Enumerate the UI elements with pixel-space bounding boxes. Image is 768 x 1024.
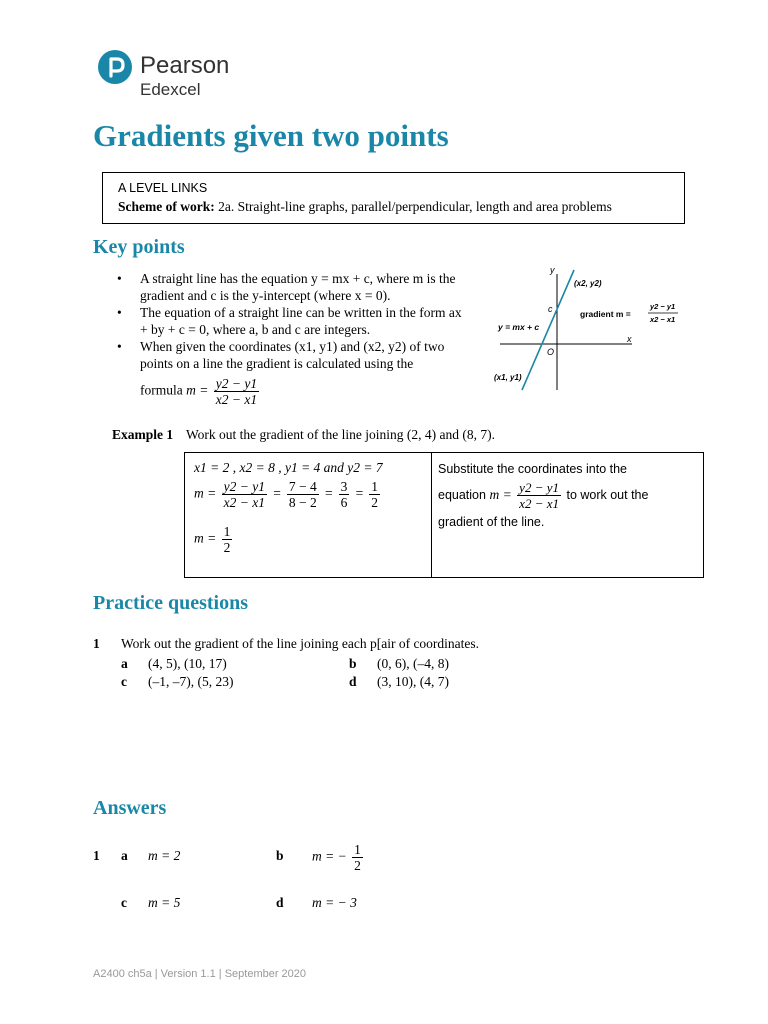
- example-divider: [431, 452, 432, 578]
- calc-frac-1: [222, 479, 267, 510]
- example-explanation: [438, 460, 698, 531]
- practice-part-b-letter: [349, 656, 357, 672]
- key-point-3-text: When given the coordinates (x1, y1) and (x2, y2) of two points on a line the gradient is calculated using the: [140, 339, 445, 371]
- formula-denominator: x2 − x1: [215, 392, 258, 407]
- graph-gradient-denominator: x2 − x1: [650, 315, 676, 324]
- practice-c-letter: c: [121, 674, 127, 689]
- practice-a-letter: a: [121, 656, 128, 671]
- answer-b-fraction: [352, 842, 363, 873]
- practice-heading: Practice questions: [93, 592, 248, 614]
- answer-b: [312, 842, 365, 873]
- practice-part-c-letter: [121, 674, 127, 690]
- explanation-frac-den: x2 − x1: [519, 496, 559, 511]
- practice-q1-num-text: 1: [93, 636, 100, 651]
- explanation-line-3: gradient of the line.: [438, 515, 545, 529]
- answer-b-letter-text: b: [276, 848, 284, 863]
- practice-d-letter: d: [349, 674, 357, 689]
- explanation-m: m =: [489, 486, 512, 502]
- example-text: Work out the gradient of the line joining (2, 4) and (8, 7).: [186, 427, 495, 442]
- answer-c-letter: [121, 895, 127, 911]
- answers-q1-number: [93, 848, 100, 864]
- calc-frac-3-num: 3: [340, 479, 348, 494]
- graph-intercept: c: [548, 304, 553, 314]
- practice-q1-number: [93, 636, 100, 652]
- page-footer: A2400 ch5a | Version 1.1 | September 2020: [93, 968, 307, 980]
- calc-frac-4: [369, 479, 380, 510]
- example-working: [194, 460, 383, 555]
- practice-part-b: (0, 6), (–4, 8): [377, 656, 449, 671]
- answer-a-letter-text: a: [121, 848, 128, 863]
- calc-frac-3-den: 6: [340, 495, 348, 510]
- calc-eq-2: =: [324, 485, 334, 501]
- calc-eq-3: =: [354, 485, 364, 501]
- straight-line-graph: [492, 262, 692, 392]
- answers-q1-num-text: 1: [93, 848, 100, 863]
- links-heading: A LEVEL LINKS: [118, 181, 208, 195]
- answer-b-den: 2: [354, 858, 361, 873]
- calc-frac-3: [339, 479, 350, 510]
- example-calculation: [194, 479, 383, 510]
- practice-part-a: (4, 5), (10, 17): [148, 656, 227, 671]
- logo-subbrand: Edexcel: [140, 80, 201, 99]
- calc-frac-2: [287, 479, 319, 510]
- gradient-formula: [140, 376, 472, 407]
- calc-frac-4-den: 2: [371, 495, 378, 510]
- practice-part-d-letter: [349, 674, 357, 690]
- graph-line-equation: y = mx + c: [498, 322, 540, 332]
- example-coordinates: x1 = 2 , x2 = 8 , y1 = 4 and y2 = 7: [194, 460, 383, 475]
- logo-brand: Pearson: [140, 52, 230, 79]
- formula-word: formula: [140, 382, 183, 398]
- key-points-heading: Key points: [93, 236, 185, 258]
- calc-frac-4-num: 1: [371, 479, 378, 494]
- formula-numerator: y2 − y1: [215, 376, 258, 391]
- calc-lhs: m =: [194, 485, 217, 501]
- example-label-text: Example 1: [112, 427, 174, 442]
- explanation-line-2: [438, 480, 698, 511]
- formula-lhs: m =: [186, 382, 209, 398]
- answer-fraction: [222, 524, 233, 555]
- key-point-1: • A straight line has the equation y = mx + c, where m is the gradient and c is the y-intercept (where x = 0).: [112, 270, 472, 304]
- explanation-frac-num: y2 − y1: [519, 480, 559, 495]
- graph-gradient-label: gradient m =: [580, 309, 631, 319]
- calc-frac-2-num: 7 − 4: [288, 479, 317, 494]
- answer-a-letter: [121, 848, 128, 864]
- graph-gradient-numerator: y2 − y1: [650, 302, 676, 311]
- example-label: [112, 427, 173, 443]
- scheme-of-work-label: Scheme of work:: [118, 199, 215, 214]
- answer-den: 2: [223, 540, 231, 555]
- graph-origin: O: [547, 347, 555, 357]
- practice-part-a-letter: [121, 656, 128, 672]
- explanation-line-1: Substitute the coordinates into the: [438, 462, 628, 476]
- links-box: [102, 172, 685, 224]
- graph-point-bottom: (x1, y1): [494, 373, 522, 382]
- answer-d-letter-text: d: [276, 895, 284, 910]
- explanation-fraction: [517, 480, 561, 511]
- answer-lhs: m =: [194, 530, 217, 546]
- key-point-2: • The equation of a straight line can be written in the form ax + by + c = 0, where a, b and c are integers.: [112, 304, 472, 338]
- answer-b-num: 1: [354, 842, 361, 857]
- graph-point-top: (x2, y2): [574, 279, 602, 288]
- answer-a: m = 2: [148, 848, 181, 863]
- key-points-list: [112, 270, 472, 407]
- answer-c: m = 5: [148, 895, 181, 910]
- calc-frac-2-den: 8 − 2: [288, 495, 317, 510]
- answer-c-letter-text: c: [121, 895, 127, 910]
- graph-y-label: y: [550, 265, 555, 275]
- scheme-of-work-line: [118, 199, 612, 215]
- formula-fraction: [214, 376, 259, 407]
- calc-frac-1-num: y2 − y1: [223, 479, 265, 494]
- explanation-equation-word: equation: [438, 487, 486, 502]
- calc-eq-1: =: [272, 485, 282, 501]
- practice-b-letter: b: [349, 656, 357, 671]
- answer-num: 1: [223, 524, 231, 539]
- practice-q1-text: Work out the gradient of the line joining each p[air of coordinates.: [121, 636, 480, 651]
- answer-d-letter: [276, 895, 284, 911]
- answers-heading: Answers: [93, 797, 167, 819]
- practice-part-d: (3, 10), (4, 7): [377, 674, 449, 689]
- pearson-logo-icon: [98, 50, 132, 84]
- graph-x-label: x: [627, 334, 632, 344]
- practice-part-c: (–1, –7), (5, 23): [148, 674, 234, 689]
- example-answer: [194, 524, 383, 555]
- answer-b-letter: [276, 848, 284, 864]
- explanation-to-work-out: to work out the: [566, 487, 649, 502]
- calc-frac-1-den: x2 − x1: [223, 495, 265, 510]
- key-point-3: [112, 338, 472, 407]
- scheme-of-work-text: 2a. Straight-line graphs, parallel/perpendicular, length and area problems: [218, 199, 612, 214]
- answer-d: m = − 3: [312, 895, 357, 910]
- answer-b-prefix: m = −: [312, 848, 347, 864]
- page-title: Gradients given two points: [93, 118, 449, 153]
